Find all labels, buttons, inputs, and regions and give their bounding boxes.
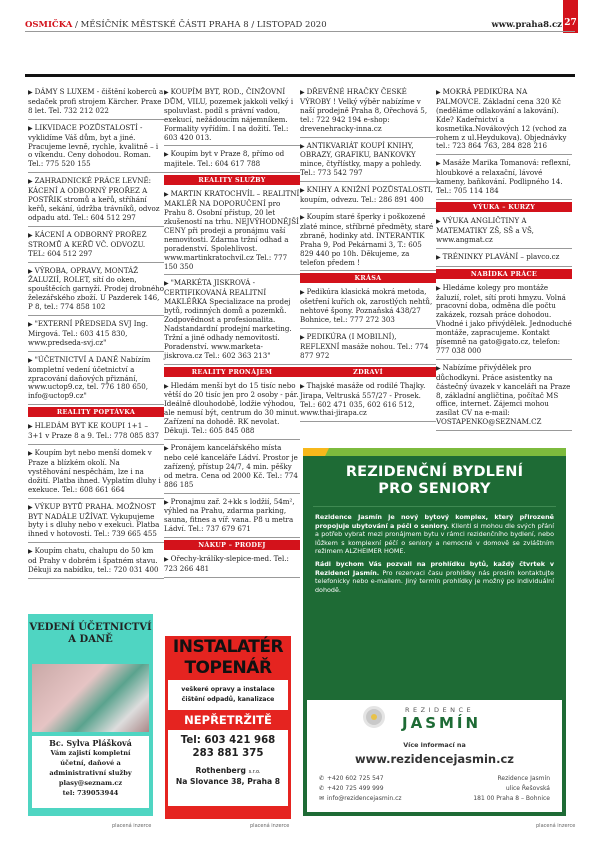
installer-ad [165, 636, 291, 819]
accounting-line-1: Vám zajistí kompletní [50, 749, 131, 757]
bullet-triangle-icon: ▶ [164, 445, 169, 452]
classified-ad [164, 553, 300, 578]
bullet-triangle-icon: ▶ [28, 503, 33, 511]
bullet-triangle-icon: ▶ [300, 334, 305, 342]
section-heading: REALITY SLUŽBY [164, 175, 300, 185]
classified-ad [28, 545, 164, 579]
bullet-triangle-icon: ▶ [436, 284, 441, 292]
jasmin-website-link[interactable]: www.rezidencejasmin.cz [355, 752, 514, 766]
bullet-triangle-icon: ▶ [300, 187, 305, 195]
paid-ad-label: placená inzerce [112, 823, 152, 829]
jasmin-address-3: 181 00 Praha 8 – Bohnice [473, 795, 550, 802]
bullet-triangle-icon: ▶ [300, 142, 305, 150]
bullet-triangle-icon: ▶ [164, 280, 169, 288]
jasmin-flower-logo-icon [363, 706, 385, 728]
classified-ad-text: VÝKUP BYTŮ PRAHA. MOŽNOST BYT NADÁLE UŽÍVAT. Vykupujeme byty i s dluhy nebo v exekuci. Platba ihned v hotovosti. Tel.: 739 665 455 [28, 501, 160, 539]
section-heading: VÝUKA – KURZY [436, 202, 572, 212]
classified-ad [164, 277, 300, 364]
jasmin-phone-2[interactable]: +420 725 499 999 [327, 785, 384, 792]
installer-services-1: veškeré opravy a instalace [181, 686, 275, 693]
bullet-triangle-icon: ▶ [28, 321, 33, 329]
classified-ad-text: VÝUKA ANGLIČTINY A MATEMATIKY ZŠ, SŠ a VŠ, www.angmat.cz [436, 215, 534, 244]
bullet-triangle-icon: ▶ [436, 160, 441, 168]
bullet-triangle-icon: ▶ [436, 217, 441, 225]
classified-ad-text: Thajské masáže od rodilé Thajky. Jirapa, Veltruská 557/27 - Prosek. Tel.: 602 471 035, 602 616 512, www.thai-jirapa.cz [300, 380, 426, 418]
jasmin-address [473, 774, 550, 804]
classified-ad-text: DÁMY S LUXEM - čištění kobercû a sedaček profi strojem Kärcher. Praxe 8 let. Tel. 732 212 022 [28, 87, 164, 115]
classified-ad-text: "ÚČETNICTVÍ A DANĚ Nabízím kompletní vedení účetnictví a zpracování daňových přiznání, www.uctop9.cz, tel. 776 180 650, info@uctop9.cz" [28, 354, 151, 401]
jasmin-ad-text [303, 513, 566, 594]
bullet-triangle-icon: ▶ [28, 450, 33, 458]
classified-ad [436, 282, 572, 360]
classified-ad [28, 265, 164, 317]
section-heading: NABÍDKA PRÁCE [436, 269, 572, 279]
jasmin-ad-stripe [303, 448, 566, 456]
classified-ad-text: Koupím byt nebo menší domek v Praze a blízkém okolí. Na vystěhování nespěchám, lze i na dožití. Platba ihned. Vyplatím dluhy i exekuce. Tel.: 608 661 664 [28, 448, 161, 494]
section-heading: REALITY POPTÁVKA [28, 407, 164, 417]
classified-ad-text: TRÉNINKY PLAVÁNÍ – plavco.cz [442, 251, 560, 261]
classified-ad [300, 331, 436, 365]
jasmin-email[interactable]: info@rezidencejasmin.cz [327, 795, 402, 802]
section-heading: KRÁSA [300, 273, 436, 283]
bullet-triangle-icon: ▶ [28, 356, 33, 364]
bullet-triangle-icon: ▶ [164, 191, 169, 199]
classified-ad-text: ZAHRADNICKÉ PRÁCE LEVNĚ: KÁCENÍ A ODBORNÝ PROŘEZ A POSTŘIK stromů a keřů, stříhání keřů, sekání, údržba trávníků, odvoz odpadu atd. Tel.: 604 512 297 [28, 176, 160, 222]
classified-ad-text: KNIHY A KNIŽNÍ POZŮSTALOSTI, koupím, odvezu. Tel.: 286 891 400 [300, 185, 433, 205]
accounting-line-3: administrativní služby [49, 769, 132, 777]
bullet-triangle-icon: ▶ [300, 213, 305, 221]
classified-ad [28, 420, 164, 445]
phone-icon: ✆ [319, 775, 325, 782]
paid-ad-label: placená inzerce [536, 823, 576, 829]
classified-ad-text: "EXTERNÍ PŘEDSEDA SVJ Ing. Mirgová. Tel.: 603 415 830, www.predseda-svj.cz" [28, 319, 148, 347]
installer-company-name: Rothenberg [195, 766, 246, 775]
installer-title-2: TOPENÁŘ [184, 658, 272, 678]
jasmin-title-1: REZIDENČNÍ BYDLENÍ [345, 464, 524, 480]
classified-ad [164, 496, 300, 539]
header-divider [25, 31, 575, 32]
installer-company [168, 760, 288, 787]
classified-ad-text: VÝROBA, OPRAVY, MONTÁŽ ŽALUZIÍ, ROLET, sítí do oken, spouštěcích garnyží. Prodej drobného železářského zboží. U Pazderek 146, P 8, tel.: 774 858 102 [28, 265, 164, 312]
accountant-name: Bc. Sylva Plášková [49, 738, 132, 748]
section-heading: REALITY PRONÁJEM [164, 367, 300, 377]
classified-ad-text: "MARKÉTA JISKROVÁ - CERTIFIKOVANÁ REALITNÍ MAKLÉŘKA Specializace na prodej bytů, rodinných domů a pozemků. Zodpovědnost a profesionalita. Nadstandardní prodejní marketing. Tržní a jiné odhady nemovitostí. Poradenství. www.marketa-jiskrova.cz Tel.: 602 363 213" [164, 278, 292, 360]
classified-ad-text: Masáže Marika Tomanová: reflexní, hloubkové a relaxační, lávové kameny, baňkování. Podlipného 14. Tel.: 705 114 184 [436, 158, 571, 196]
jasmin-divider [313, 506, 556, 507]
classified-ad [436, 157, 572, 200]
bullet-triangle-icon: ▶ [28, 89, 33, 96]
accounting-ad-details [32, 736, 149, 808]
classified-ad [164, 148, 300, 173]
jasmin-address-1: Rezidence Jasmín [497, 775, 550, 782]
bullet-triangle-icon: ▶ [28, 548, 33, 556]
column-1 [28, 86, 164, 581]
accounting-email: plasy@seznam.cz [58, 779, 123, 787]
page-number: 27 [563, 0, 578, 33]
publication-title [25, 20, 327, 30]
bullet-triangle-icon: ▶ [300, 89, 305, 96]
jasmin-phone-1[interactable]: +420 602 725 547 [327, 775, 384, 782]
bullet-triangle-icon: ▶ [436, 364, 441, 372]
jasmin-p2-text: Pro rezervaci času prohlídky nás prosím kontaktujte telefonicky nebo e-mailem. Jiný termín prohlídky je možný po individuální dohodě. [315, 568, 554, 594]
classified-ad-text: Koupím chatu, chalupu do 50 km od Prahy v dobrém i špatném stavu. Děkuji za nabídku, tel.: 720 031 400 [28, 546, 159, 575]
classified-ad [164, 86, 300, 146]
jasmin-p2-bold: Rádi bychom Vás pozvali na prohlídku bytů, každý čtvrtek v Rezidenci Jasmín. [315, 559, 554, 577]
bullet-triangle-icon: ▶ [164, 556, 169, 564]
classified-ad-text: Koupím staré šperky i poškozené zlaté mince, stříbrné předměty, staré zbraně, hodinky atd. INTERANTIK Praha 9, Pod Pekárnami 3, T.: 605 829 440 po 10h. Děkujeme, za telefon předem ! [300, 211, 434, 267]
section-heading: NÁKUP – PRODEJ [164, 540, 300, 550]
classified-ad-text: Pronájem kancelářského místa nebo celé kanceláře Ládví. Prostor je zařízený, přístup 24/7, 4 min. pěšky od metra. Cena od 2000 Kč. Tel.: 774 886 185 [164, 443, 298, 489]
bullet-triangle-icon: ▶ [28, 423, 33, 431]
classified-ad [300, 286, 436, 329]
bullet-triangle-icon: ▶ [28, 178, 33, 186]
classified-ad [164, 188, 300, 275]
classified-ad [28, 86, 164, 120]
content-top-rule [25, 74, 575, 77]
classified-ad-text: Nabízíme přivýdělek pro důchodkyni. Práce asistentky na částečný úvazek v kanceláři na Praze 8, základní angličtina, počítač MS office, internet. Zájemci mohou zasílat CV na e-mail: VOSTAPENKO@SEZNAM.CZ [436, 362, 571, 427]
classified-ad [28, 354, 164, 406]
classified-ad-text: MARTIN KRATOCHVÍL – REALITNÍ MAKLÉŘ NA DOPORUČENÍ pro Prahu 8. Osobní přístup, 20 let zkušeností na trhu. NEJVÝHODNĚJŠÍ CENY při prodeji a pronájmu vaší nemovitosti. Zdarma tržní odhad a poradenství. Spolehlivost. www.martinkratochvil.cz Tel.: 777 150 350 [164, 189, 300, 271]
classified-ad-text: Koupím byt v Praze 8, přímo od majitele. Tel.: 604 617 788 [164, 149, 285, 169]
installer-services-2: čištění odpadů, kanalizace [181, 696, 275, 703]
classified-ad [300, 140, 436, 183]
bullet-triangle-icon: ▶ [436, 89, 441, 96]
brand-name: OSMIČKA [25, 20, 73, 30]
classified-ad [28, 318, 164, 352]
installer-company-suffix: s.r.o. [248, 769, 261, 775]
installer-address: Na Slovance 38, Praha 8 [175, 777, 281, 786]
installer-tel-2: 283 881 375 [192, 748, 264, 759]
installer-contact [168, 730, 288, 806]
classified-ad-text: Pronajmu zař. 2+kk s lodžií, 54m², výhled na Prahu, zdarma parking, sauna, fitnes a víř. vana. P8 u metra Ládví. Tel.: 737 679 671 [164, 496, 295, 534]
bullet-triangle-icon: ▶ [28, 231, 33, 239]
bullet-triangle-icon: ▶ [300, 382, 305, 390]
column-2 [164, 86, 300, 580]
jasmin-ad-title [303, 456, 566, 498]
mail-icon: ✉ [319, 795, 325, 802]
classified-ad [436, 362, 572, 431]
column-3 [300, 86, 436, 424]
bullet-triangle-icon: ▶ [28, 267, 33, 275]
classified-ad-text: Hledáme kolegy pro montáže žaluzií, rolet, sítí proti hmyzu. Volná pracovní doba, odměna dle počtu zakázek, rozsah práce dohodou. Vhodné i jako přivýdělek. Jednoduché montáže, zapracujeme. Kontakt písemně na gato@gato.cz, telefon: 777 038 000 [436, 282, 572, 355]
classified-ad-text: MOKRÁ PEDIKÚRA NA PALMOVCE. Základní cena 320 Kč (neděláme odlakování a lakování). Kde? Kadeřnictví a kosmetika.Novákových 12 (vchod za rohem z ul.Heydukova). Objednávky tel.: 723 864 763, 284 828 216 [436, 87, 567, 151]
jasmin-title-2: PRO SENIORY [378, 481, 491, 497]
accounting-phone: tel: 739053944 [62, 789, 119, 797]
jasmin-p1-bold: Rezidence Jasmín je nový bytový komplex, který přirozeně propojuje ubytování a péči o seniory. [315, 513, 554, 530]
classified-ad [28, 122, 164, 174]
classified-ad [436, 251, 572, 267]
jasmin-address-2: ulice Řešovská [505, 785, 550, 792]
installer-tel-1: Tel: 603 421 968 [180, 735, 276, 746]
classified-ad-text: Ořechy-králíky-slepice-med. Tel.: 723 266 481 [164, 554, 289, 574]
classified-ad-text: DŘEVĚNÉ HRAČKY ČESKÉ VÝROBY ! Velký výběr nabízíme v naší prodejně Praha 8, Ořechová 5, tel.: 722 942 194 e-shop: drevenehracky-inna.cz [300, 87, 428, 133]
classified-ad-text: Pedikúra klasická mokrá metoda, ošetření kuřích ok, zarostlých nehtů, nehtové špony. Poznaňská 438/27 Bohnice, tel.: 777 272 303 [300, 287, 433, 325]
phone-icon: ✆ [319, 785, 325, 792]
jasmin-contacts [319, 774, 402, 804]
documents-photo [32, 664, 149, 732]
bullet-triangle-icon: ▶ [436, 253, 441, 261]
classified-ad [28, 501, 164, 544]
bullet-triangle-icon: ▶ [300, 289, 305, 297]
bullet-triangle-icon: ▶ [164, 151, 169, 159]
classified-ad-text: LIKVIDACE POZŮSTALOSTÍ - vyklidíme Váš dům, byt a jiné. Pracujeme levně, rychle, kvalitně – i o víkendu. Ceny dohodou. Roman. Tel.: 775 520 155 [28, 122, 159, 169]
classified-ad-text: Hledám menší byt do 15 tisíc nebo větší do 20 tisíc jen pro 2 osoby - pár. Ideálně dlouhodobě, lodžie výhodou, ale nemusí být, centrum do 30 minut. Zařízení na dohodě. RK nevolat. Děkuji. Tel.: 605 845 088 [164, 380, 300, 436]
accounting-line-2: účetní, daňové a [60, 759, 121, 767]
jasmin-contact-box [307, 700, 562, 812]
accounting-ad [28, 660, 153, 816]
classified-ad [300, 86, 436, 138]
jasmin-p1-text: Klienti si mohou dle svých přání a potřeb vybrat mezi pronájmem bytu v rámci rezidenčního bydlení, nebo lůžkem s komplexní péčí o seniory a nemocné v domově se zvláštním režimem ALZHEIMER HOME. [315, 521, 554, 556]
section-heading: ZDRAVÍ [300, 367, 436, 377]
classified-ad [300, 184, 436, 209]
installer-nonstop: NEPŘETRŽITĚ [184, 713, 272, 727]
brand-subtitle: / MĚSÍČNÍK MĚSTSKÉ ČÁSTI PRAHA 8 / LISTOPAD 2020 [72, 20, 327, 30]
accounting-ad-title: VEDENÍ ÚČETNICTVÍ A DANĚ [28, 614, 153, 660]
classified-ad-text: PEDIKÚRA (I MOBILNÍ), REFLEXNÍ masáže nohou. Tel.: 774 877 972 [300, 332, 429, 360]
classified-ad [28, 447, 164, 499]
classified-ad [164, 442, 300, 494]
paid-ad-label: placená inzerce [250, 823, 290, 829]
classified-ad-text: ANTIKVARIÁT KOUPÍ KNIHY, OBRAZY, GRAFIKU, BANKOVKY mince, čtyřlístky, mapy a pohledy. Tel.: 773 542 797 [300, 140, 422, 178]
bullet-triangle-icon: ▶ [164, 498, 169, 506]
bullet-triangle-icon: ▶ [164, 382, 169, 390]
classified-ad [436, 215, 572, 249]
classified-ad-text: KOUPÍM BYT, ROD., ČINŽOVNÍ DŮM, VILU, pozemek jakkoli velký i spoluvlast. podíl s právní vadou, exekucí, nežádoucím nájemníkem. Formality vyřídím. I na dožití. Tel.: 603 420 013. [164, 87, 294, 142]
jasmin-ad [303, 448, 566, 816]
classified-ad [28, 175, 164, 227]
classified-ad [300, 380, 436, 423]
bullet-triangle-icon: ▶ [28, 124, 33, 132]
classified-ad-text: KÁCENÍ A ODBORNÝ PROŘEZ STROMŮ A KEŘŮ VČ. ODVOZU. TEL: 604 512 297 [28, 229, 147, 258]
classified-ad [300, 211, 436, 271]
classified-ad-text: HLEDÁM BYT KE KOUPI 1+1 – 3+1 v Praze 8 a 9. Tel.: 778 085 837 [28, 421, 160, 441]
installer-title-1: INSTALATÉR [172, 637, 284, 657]
column-4 [436, 86, 572, 433]
installer-services [168, 680, 288, 710]
bullet-triangle-icon: ▶ [164, 89, 169, 96]
jasmin-more-info: Více informací na [403, 741, 466, 749]
classified-ad [164, 380, 300, 440]
jasmin-logo-main: JASMÍN [402, 714, 482, 732]
jasmin-logo-top: REZIDENCE [405, 706, 475, 714]
classified-ad [28, 229, 164, 263]
website-link[interactable]: www.praha8.cz [491, 20, 562, 30]
page-header [0, 0, 600, 34]
classified-ad [436, 86, 572, 155]
